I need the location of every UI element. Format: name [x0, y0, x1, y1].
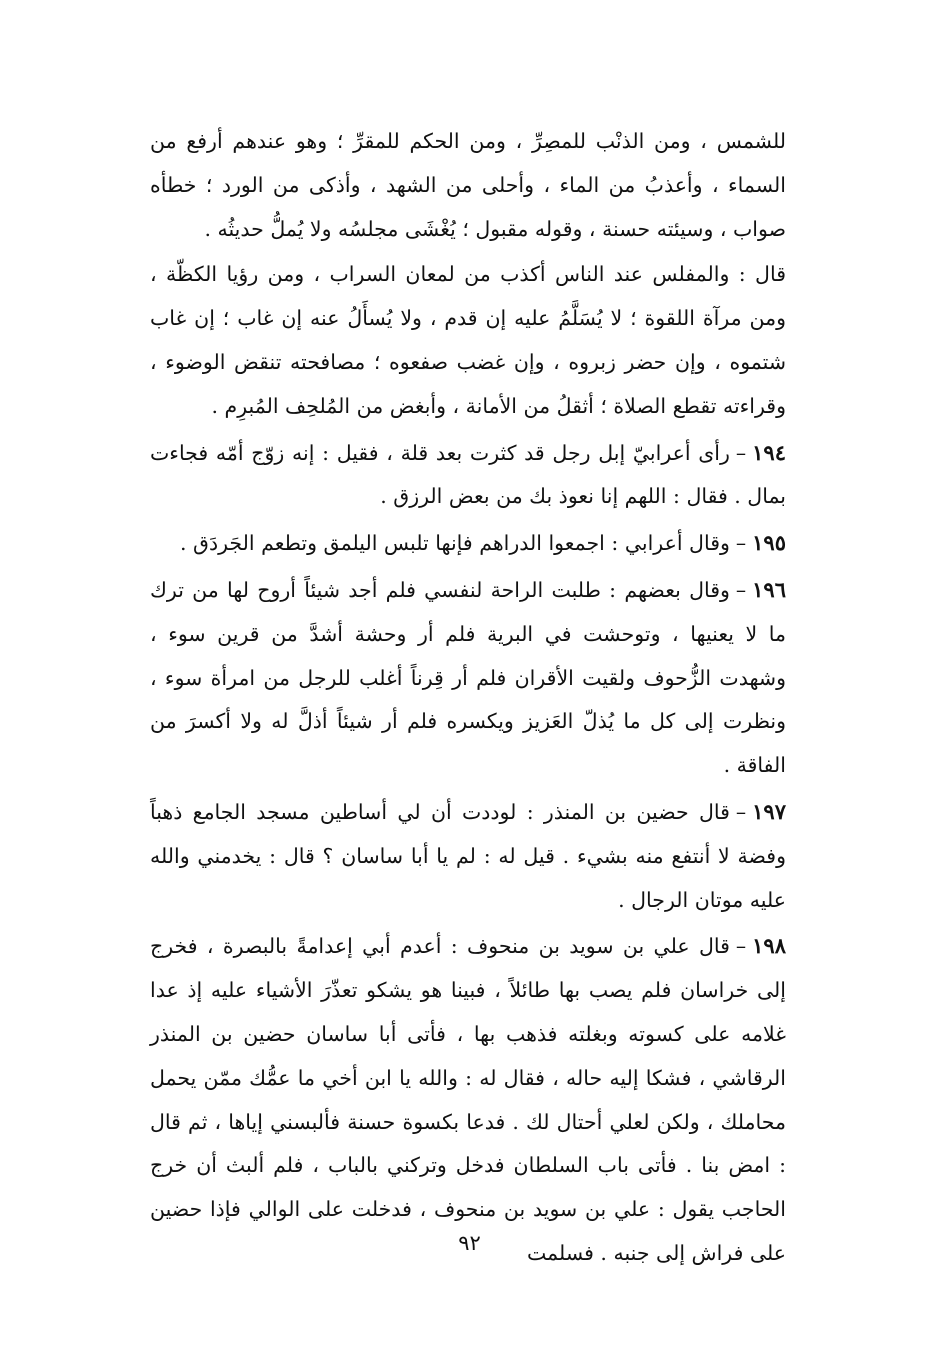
page-number: ٩٢	[458, 1231, 481, 1255]
paragraph-number: ١٩٤	[752, 439, 786, 465]
paragraph-number: ١٩٧	[752, 798, 786, 824]
paragraph	[150, 568, 786, 788]
dash-separator: –	[735, 440, 747, 465]
paragraph	[150, 253, 786, 428]
paragraph-number: ١٩٥	[752, 530, 786, 556]
paragraph-number: ١٩٨	[752, 933, 786, 959]
dash-separator: –	[735, 934, 747, 959]
paragraph-text: وقال أعرابي : اجمعوا الدراهم فإنها تلبس اليلمق وتطعم الجَردَق .	[180, 531, 730, 556]
paragraph-text: للشمس ، ومن الذنْب للمصِرِّ ، ومن الحكم للمقرِّ ؛ وهو عندهم أرفع من السماء ، وأعذبُ من الماء ، وأحلى من الشهد ، وأذكى من الورد ؛ خطأه صواب ، وسيئته حسنة ، وقوله مقبول ؛ يُغْشَى مجلسُه ولا يُملُّ حديثُه .	[150, 129, 786, 241]
paragraph	[150, 924, 786, 1275]
paragraph-text: قال حضين بن المنذر : لوددت أن لي أساطين مسجد الجامع ذهباً وفضة لا أنتفع منه بشيء . قيل له : لم يا أبا ساسان ؟ قال : يخدمني والله عليه موتان الرجال .	[150, 799, 786, 912]
paragraph-number: ١٩٦	[752, 576, 786, 602]
dash-separator: –	[735, 799, 747, 824]
dash-separator: –	[735, 531, 747, 556]
paragraph	[150, 790, 786, 922]
paragraph	[150, 120, 786, 251]
paragraph	[150, 431, 786, 520]
paragraph	[150, 521, 786, 566]
paragraph-text: وقال بعضهم : طلبت الراحة لنفسي فلم أجد شيئاً أروح لها من ترك ما لا يعنيها ، وتوحشت في البرية فلم أر وحشة أشدَّ من قرين سوء ، وشهدت الزُّحوف ولقيت الأقران فلم أر قِرناً أغلب للرجل من امرأة سوء ، ونظرت إلى كل ما يُذلّ العَزيز ويكسره فلم أر شيئاً أذلَّ له ولا أكسرَ من الفاقة .	[150, 577, 786, 778]
paragraph-text: قال علي بن سويد بن منحوف : أعدم أبي إعدامةً بالبصرة ، فخرج إلى خراسان فلم يصب بها طائلاً ، فبينا هو يشكو تعذّرَ الأشياء عليه إذ عدا غلامه على كسوته وبغلته فذهب بها ، فأتى أبا ساسان حضين بن المنذر الرقاشي ، فشكا إليه حاله ، فقال له : والله يا ابن أخي ما عمُّك ممّن يحمل محاملك ، ولكن لعلي أحتال لك . فدعا بكسوة حسنة فألبسني إياها ، ثم قال : امض بنا . فأتى باب السلطان فدخل وتركني بالباب ، فلم ألبث أن خرج الحاجب يقول : علي بن سويد بن منحوف ، فدخلت على الوالي فإذا حضين على فراش إلى جنبه . فسلمت	[150, 934, 786, 1265]
dash-separator: –	[735, 577, 747, 602]
page-body	[150, 120, 786, 1276]
paragraph-text: رأى أعرابيّ إبل رجل قد كثرت بعد قلة ، فقيل : إنه زوّج أمّه فجاءت بمال . فقال : اللهم إنا نعوذ بك من بعض الرزق .	[150, 440, 786, 509]
paragraph-text: قال : والمفلس عند الناس أكذب من لمعان السراب ، ومن رؤيا الكظّة ، ومن مرآة اللقوة ؛ لا يُسَلَّمُ عليه إن قدم ، ولا يُسأَلُ عنه إن غاب ؛ إن غاب شتموه ، وإن حضر زبروه ، وإن غضب صفعوه ؛ مصافحته تنقض الوضوء ، وقراءته تقطع الصلاة ؛ أثقلُ من الأمانة ، وأبغض من المُلحِف المُبرِم .	[150, 262, 786, 418]
